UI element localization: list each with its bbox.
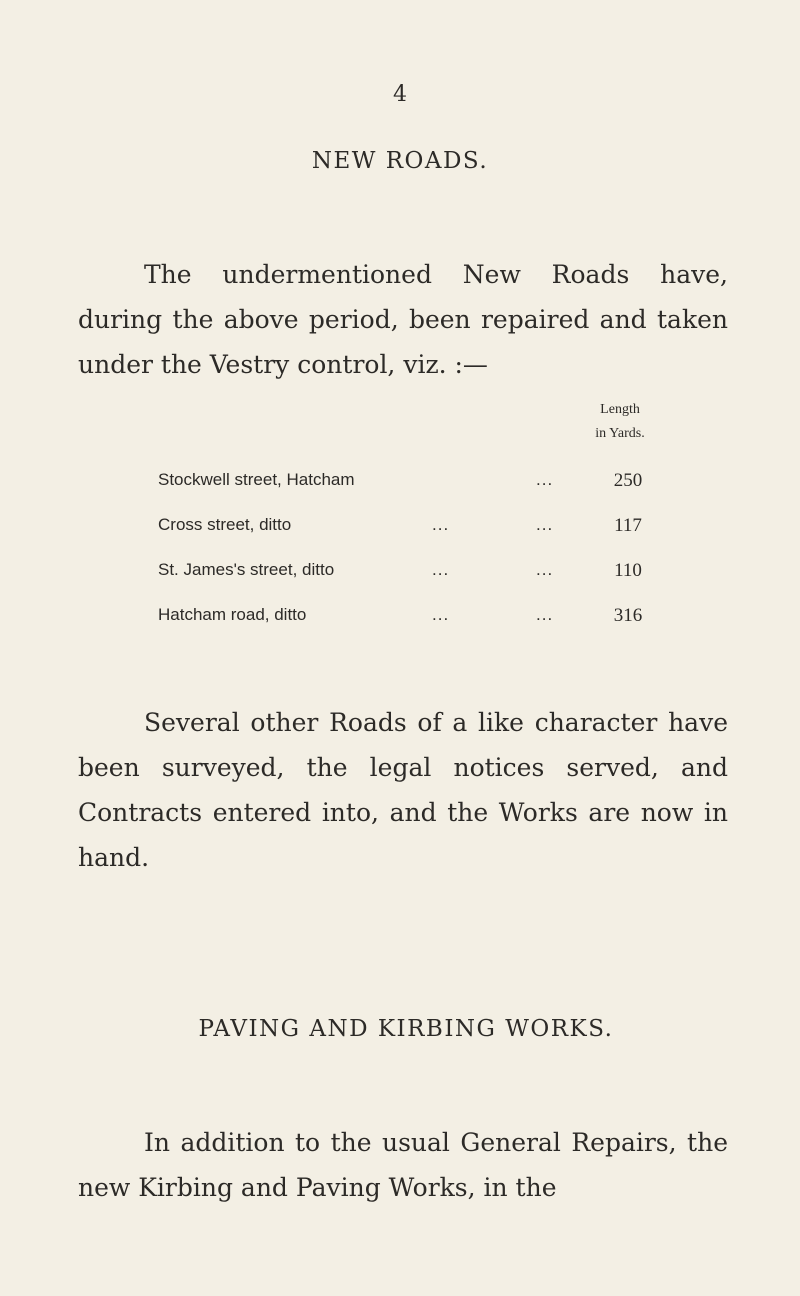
surveyed-roads-text: Several other Roads of a like character have been surveyed, the legal notices served, and Contracts entered into, and the Works are now in hand. (78, 708, 728, 872)
road-name: St. James's street, ditto (158, 560, 335, 579)
length-column-header (572, 398, 668, 446)
paving-kirbing-heading: PAVING AND KIRBING WORKS. (198, 1016, 614, 1042)
new-roads-intro-paragraph (78, 252, 728, 387)
road-name: Stockwell street, Hatcham (158, 470, 355, 489)
new-roads-intro-text: The undermentioned New Roads have, during the above period, been repaired and taken under the Vestry control, viz. :— (78, 260, 728, 379)
paving-paragraph (78, 1120, 728, 1210)
page-number: 4 (393, 82, 407, 107)
leader-dots: ... (432, 560, 450, 579)
road-length: 250 (613, 470, 643, 491)
table-row (158, 515, 678, 560)
leader-dots: ... (536, 515, 554, 534)
leader-dots: ... (536, 605, 554, 624)
road-name: Hatcham road, ditto (158, 605, 307, 624)
table-row (158, 560, 678, 605)
paving-text: In addition to the usual General Repairs, the new Kirbing and Paving Works, in the (78, 1128, 728, 1202)
length-column-header-line1: Length (600, 402, 640, 417)
surveyed-roads-paragraph (78, 700, 728, 880)
table-row (158, 470, 678, 515)
table-row (158, 605, 678, 650)
leader-dots: ... (432, 605, 450, 624)
length-column-header-line2: in Yards. (595, 426, 645, 441)
road-length: 110 (614, 560, 642, 581)
road-length: 316 (613, 605, 643, 626)
road-length: 117 (614, 515, 642, 536)
leader-dots: ... (536, 470, 554, 489)
leader-dots: ... (432, 515, 450, 534)
leader-dots: ... (536, 560, 554, 579)
new-roads-heading: NEW ROADS. (311, 148, 489, 174)
roads-table (158, 470, 678, 650)
road-name: Cross street, ditto (158, 515, 292, 534)
